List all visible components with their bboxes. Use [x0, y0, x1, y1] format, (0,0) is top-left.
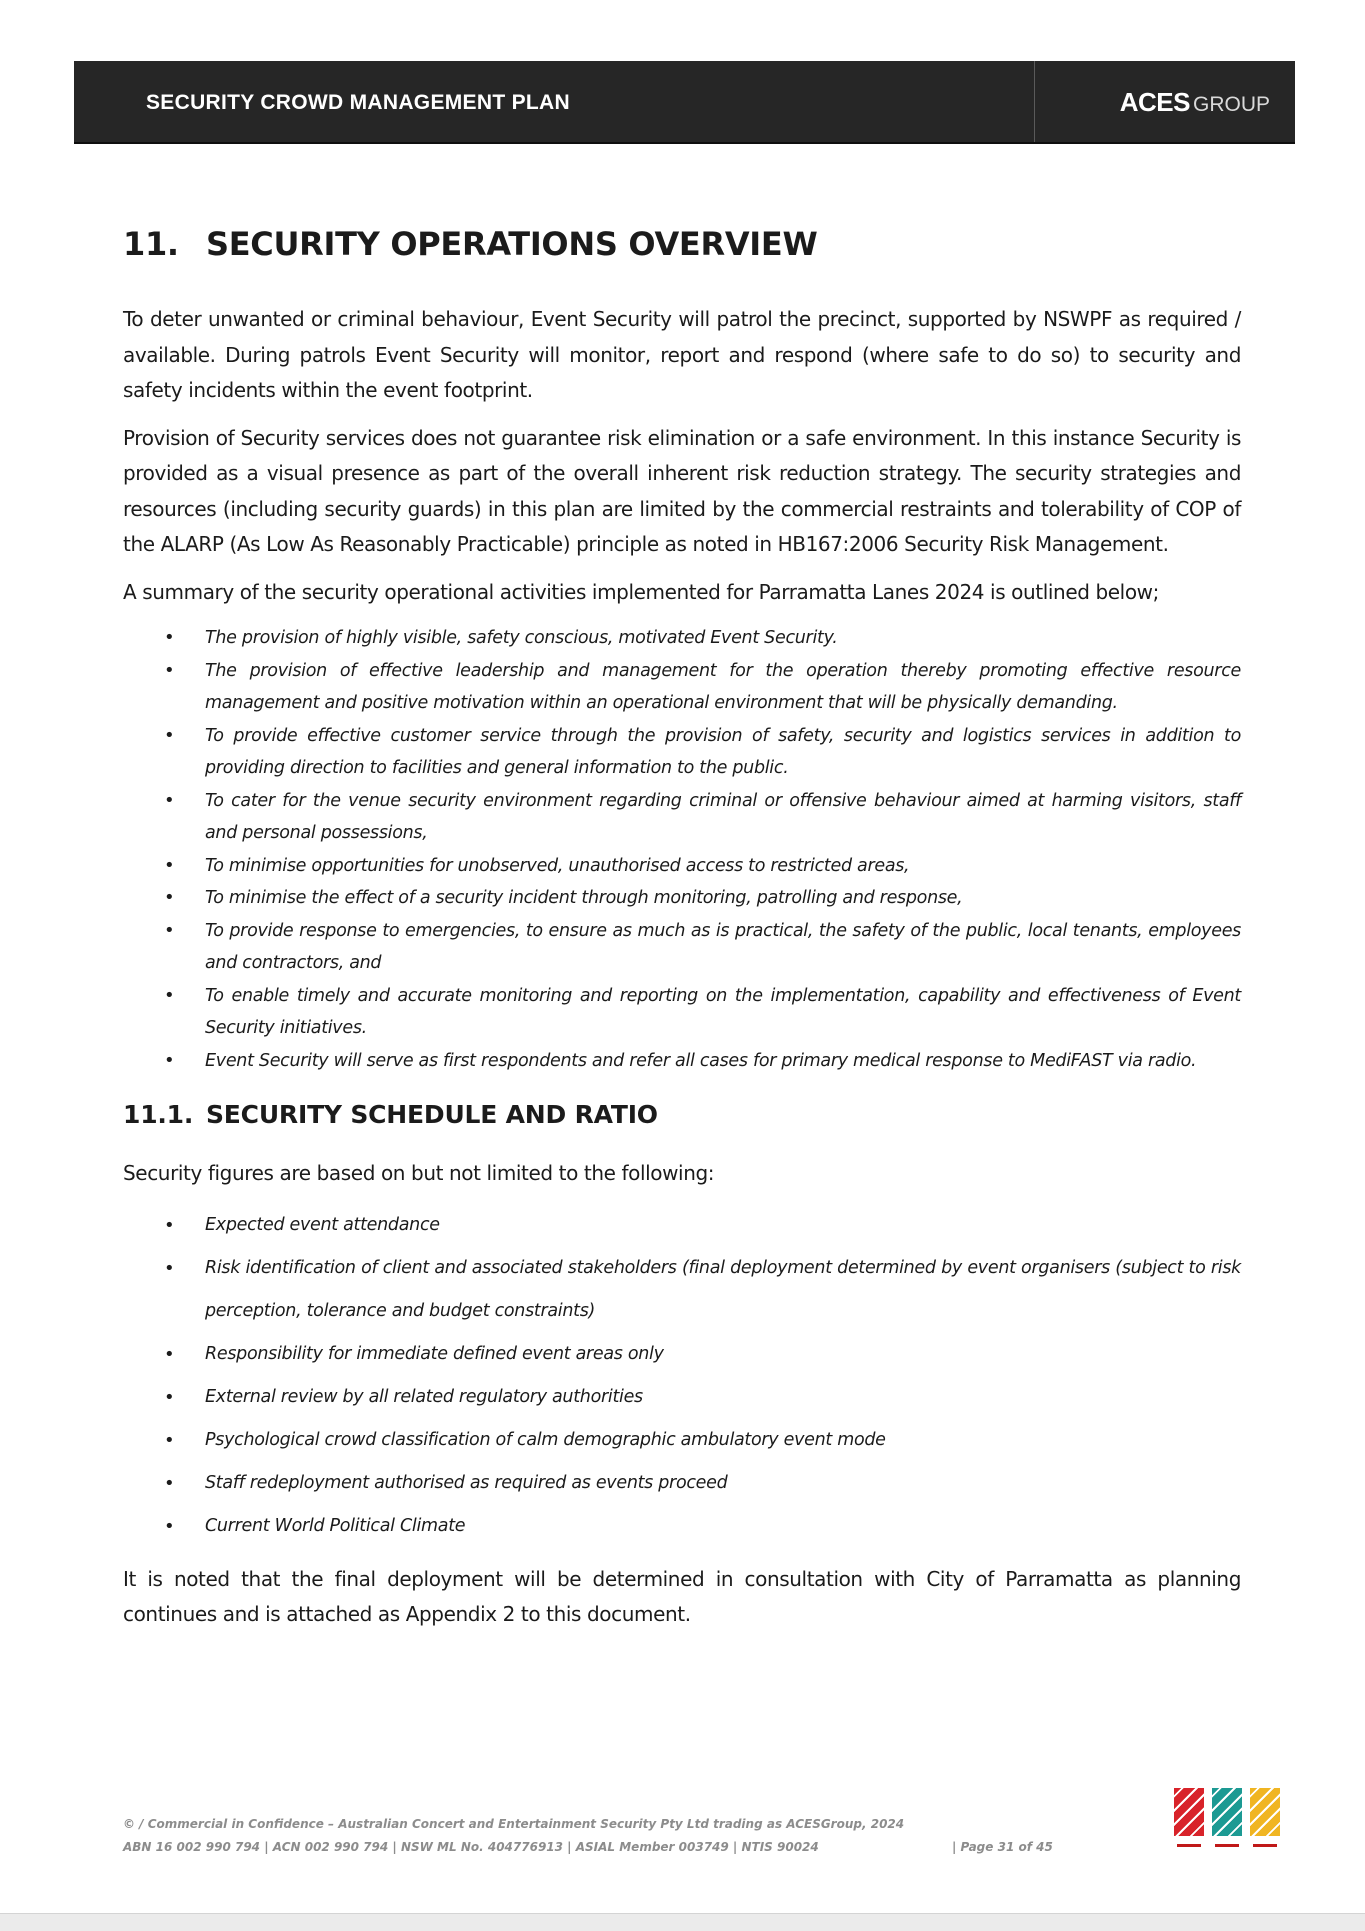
- list-item: • To provide response to emergencies, to ensure as much as is practical, the safety of the public, local tenants, employees and contractors, and: [205, 915, 1241, 980]
- list-item: • Expected event attendance: [205, 1204, 1241, 1247]
- subsection-heading: [123, 1097, 1241, 1133]
- footer-registration: ABN 16 002 990 794 | ACN 002 990 794 | NSW ML No. 404776913 | ASIAL Member 003749 | NTIS 90024: [123, 1840, 819, 1854]
- list-item: • The provision of effective leadership and management for the operation thereby promoting effective resource management and positive motivation within an operational environment that will be physically demanding.: [205, 655, 1241, 720]
- list-item: • To cater for the venue security environment regarding criminal or offensive behaviour aimed at harming visitors, staff and personal possessions,: [205, 785, 1241, 850]
- paragraph: Security figures are based on but not limited to the following:: [123, 1161, 715, 1185]
- aces-group-logo: [1120, 87, 1270, 118]
- closing-paragraph: It is noted that the final deployment will be determined in consultation with City of Parramatta as planning continues and is attached as Appendix 2 to this document.: [123, 1566, 1241, 1626]
- section-heading: [123, 222, 1241, 266]
- paragraph: A summary of the security operational activities implemented for Parramatta Lanes 2024 is outlined below;: [123, 579, 1159, 604]
- page-bottom-edge: [0, 1913, 1365, 1931]
- security-figures-list: [123, 1204, 1241, 1548]
- list-item: • Staff redeployment authorised as required as events proceed: [205, 1462, 1241, 1505]
- footer-copyright: © / Commercial in Confidence – Australian Concert and Entertainment Security Pty Ltd trading as ACESGroup, 2024: [123, 1817, 905, 1831]
- subsection-number: 11.1.: [123, 1100, 194, 1129]
- list-item: • Psychological crowd classification of calm demographic ambulatory event mode: [205, 1419, 1241, 1462]
- ohs-certification-icon: [1250, 1788, 1280, 1862]
- quality-certification-icon: [1174, 1788, 1204, 1862]
- badge-fill: [1212, 1788, 1242, 1836]
- list-item: • Current World Political Climate: [205, 1505, 1241, 1548]
- header-divider: [1034, 61, 1035, 142]
- badge-fill: [1250, 1788, 1280, 1836]
- list-item: • To minimise opportunities for unobserved, unauthorised access to restricted areas,: [205, 850, 1241, 883]
- paragraph: To deter unwanted or criminal behaviour, Event Security will patrol the precinct, supported by NSWPF as required / available. During patrols Event Security will monitor, report and respond (where safe to do so) to security and safety incidents within the event footprint.: [123, 307, 1241, 402]
- list-item: • To minimise the effect of a security incident through monitoring, patrolling and response,: [205, 882, 1241, 915]
- environment-certification-icon: [1212, 1788, 1242, 1862]
- list-item: • Event Security will serve as first respondents and refer all cases for primary medical response to MediFAST via radio.: [205, 1045, 1241, 1078]
- subsection-title: SECURITY SCHEDULE AND RATIO: [206, 1100, 658, 1129]
- page-content: [123, 222, 1241, 1633]
- logo-subtext: GROUP: [1192, 93, 1270, 116]
- section-number: 11.: [123, 225, 179, 263]
- list-item: • Responsibility for immediate defined event areas only: [205, 1333, 1241, 1376]
- badge-fill: [1174, 1788, 1204, 1836]
- list-item: • To enable timely and accurate monitoring and reporting on the implementation, capability and effectiveness of Event Security initiatives.: [205, 980, 1241, 1045]
- page-header: [74, 61, 1295, 144]
- activities-list: [123, 622, 1241, 1077]
- certification-badges: [1174, 1788, 1282, 1862]
- paragraph: Provision of Security services does not guarantee risk elimination or a safe environment. In this instance Security is provided as a visual presence as part of the overall inherent risk reduction strategy. The security strategies and resources (including security guards) in this plan are limited by the commercial restraints and tolerability of COP of the ALARP (As Low As Reasonably Practicable) principle as noted in HB167:2006 Security Risk Management.: [123, 425, 1241, 556]
- section-title: SECURITY OPERATIONS OVERVIEW: [206, 225, 818, 263]
- page-number: | Page 31 of 45: [952, 1840, 1053, 1854]
- document-title: SECURITY CROWD MANAGEMENT PLAN: [146, 91, 570, 114]
- list-item: • To provide effective customer service through the provision of safety, security and logistics services in addition to providing direction to facilities and general information to the public.: [205, 720, 1241, 785]
- logo-wordmark: ACES: [1119, 87, 1190, 117]
- list-item: • External review by all related regulatory authorities: [205, 1376, 1241, 1419]
- list-item: • Risk identification of client and associated stakeholders (final deployment determined by event organisers (subject to risk perception, tolerance and budget constraints): [205, 1247, 1241, 1333]
- list-item: • The provision of highly visible, safety conscious, motivated Event Security.: [205, 622, 1241, 655]
